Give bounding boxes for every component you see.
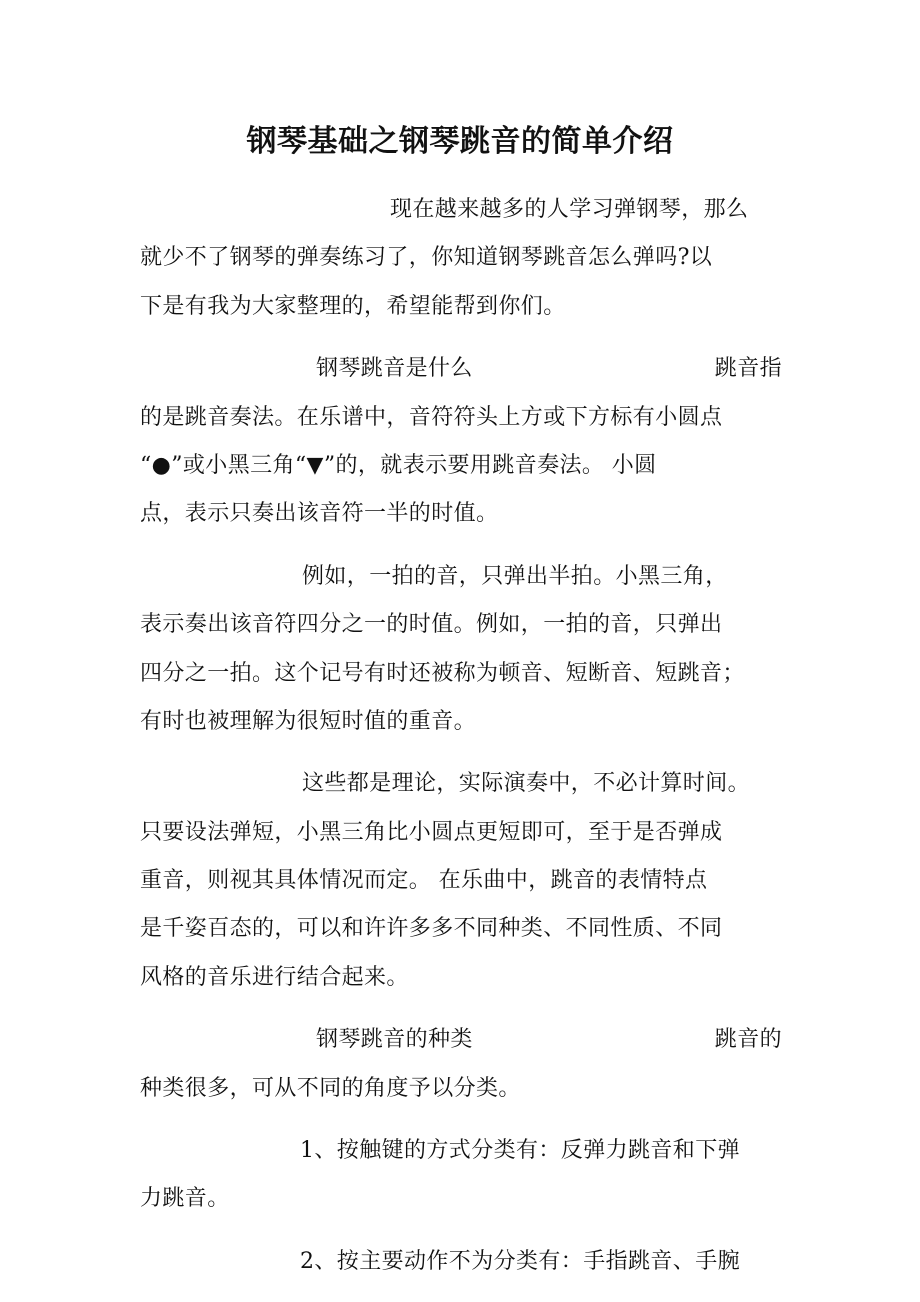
paragraph-line: 是千姿百态的，可以和许许多多不同种类、不同性质、不同 [140,916,723,942]
section-heading-line [140,1016,782,1064]
paragraph-line: 点，表示只奏出该音符一半的时值。 [140,501,499,527]
list-item-line: 2、按主要动作不为分类有：手指跳音、手腕 [300,1248,740,1274]
section-heading-line [140,345,782,393]
paragraph-fragment: 跳音的 [714,1027,782,1053]
paragraph-line: 例如，一拍的音，只弹出半拍。小黑三角， [302,563,728,589]
paragraph-line: 四分之一拍。这个记号有时还被称为顿音、短断音、短跳音； [140,660,745,686]
paragraph-line: 下是有我为大家整理的，希望能帮到你们。 [140,293,566,319]
list-item-line: 力跳音。 [140,1186,230,1212]
list-item-line: 1、按触键的方式分类有：反弹力跳音和下弹 [300,1138,740,1164]
paragraph-line: “●”或小黑三角“▼”的，就表示要用跳音奏法。 小圆 [140,452,657,478]
paragraph-line: 种类很多，可从不同的角度予以分类。 [140,1075,521,1101]
paragraph-line: 重音，则视其具体情况而定。 在乐曲中，跳音的表情特点 [140,868,708,894]
document-body [140,186,782,1286]
paragraph-line: 就少不了钢琴的弹奏练习了，你知道钢琴跳音怎么弹吗?以 [140,245,713,271]
paragraph-line: 这些都是理论，实际演奏中，不必计算时间。 [302,771,751,797]
paragraph-line: 有时也被理解为很短时值的重音。 [140,708,477,734]
section-heading: 钢琴跳音是什么 [316,356,473,382]
paragraph-line: 表示奏出该音符四分之一的时值。例如，一拍的音，只弹出 [140,612,723,638]
document-title: 钢琴基础之钢琴跳音的简单介绍 [246,124,674,159]
paragraph-fragment: 跳音指 [714,356,782,382]
paragraph-line: 风格的音乐进行结合起来。 [140,964,409,990]
paragraph-line: 现在越来越多的人学习弹钢琴，那么 [390,197,749,222]
paragraph-line: 只要设法弹短，小黑三角比小圆点更短即可，至于是否弹成 [140,819,723,845]
paragraph-line: 的是跳音奏法。在乐谱中，音符符头上方或下方标有小圆点 [140,404,723,430]
section-heading: 钢琴跳音的种类 [316,1027,473,1053]
